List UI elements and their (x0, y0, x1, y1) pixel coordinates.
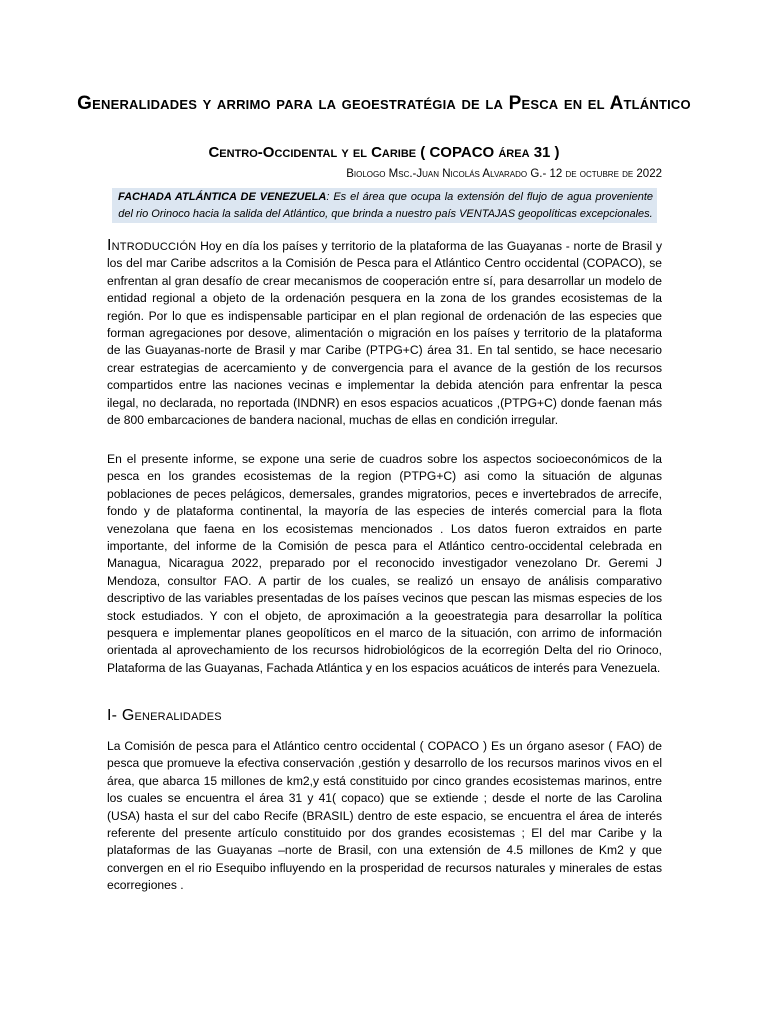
report-paragraph: En el presente informe, se expone una serie de cuadros sobre los aspectos socioeconómicos de la pesca en los grandes ecosistemas de la region (PTPG+C) asi como la situación de algunas poblaciones de peces pelágicos, demersales, grandes migratorios, peces e invertebrados de arrecife, fondo y de plataforma continental, la mayoría de las especies de interés comercial para la flota venezolana que faena en los ecosistemas mencionados . Los datos fueron extraidos en parte importante, del informe de la Comisión de pesca para el Atlántico centro-occidental celebrada en Managua, Nicaragua 2022, preparado por el reconocido investigador venezolano Dr. Geremi J Mendoza, consultor FAO. A partir de los cuales, se realizó un ensayo de análisis comparativo descriptivo de las variables presentadas de los países vecinos que pescan las mismas especies de los stock estudiados. Y con el objeto, de aproximación a la geoestrategia para desarrollar la política pesquera e implementar planes geopolíticos en el marco de la situación, con arrimo de información orientada al aprovechamiento de los recursos hidrobiológicos de la ecorregión Delta del rio Orinoco, Plataforma de las Guayanas, Fachada Atlántica y en los espacios acuáticos de interés para Venezuela. (107, 452, 662, 675)
section-heading-generalidades: I- Generalidades (107, 707, 222, 724)
intro-text: Hoy en día los países y territorio de la plataforma de las Guayanas - norte de Brasil y los del mar Caribe adscritos a la Comisión de Pesca para el Atlántico Centro occidental (COPACO), se enfrentan al gran desafío de crear mecanismos de cooperación entre sí, para desarrollar un modelo de entidad regional a objeto de la ordenación pesquera en la zona de los grandes ecosistemas de la región. Por lo que es indispensable participar en el plan regional de ordenación de las especies que forman agregaciones por desove, alimentación o migración en los países y territorio de la plataforma de las Guayanas-norte de Brasil y mar Caribe (PTPG+C) área 31. En tal sentido, se hace necesario crear estrategias de acercamiento y de convergencia para el avance de la gestión de los recursos compartidos entre las naciones vecinas e implementar la debida atención para enfrentar la pesca ilegal, no declarada, no reportada (INDNR) en esos espacios acuaticos ,(PTPG+C) donde faenan más de 800 embarcaciones de bandera nacional, muchas de ellas en condición irregular. (107, 239, 662, 428)
highlight-box (112, 188, 657, 223)
highlight-label: FACHADA ATLÁNTICA DE VENEZUELA (118, 191, 327, 203)
highlight-body: : Es el área que ocupa la extensión del flujo de agua proveniente del rio Orinoco hacia la salida del Atlántico, que brinda a nuestro país VENTAJAS geopolíticas excepcionales. (118, 191, 654, 220)
intro-lead: Introducción (107, 237, 197, 254)
intro-paragraph (107, 237, 662, 429)
generalidades-paragraph: La Comisión de pesca para el Atlántico centro occidental ( COPACO ) Es un órgano asesor ( FAO) de pesca que promueve la efectiva conservación ,gestión y desarrollo de los recursos marinos vivos en el área, que abarca 15 millones de km2,y está constituido por cinco grandes ecosistemas marinos, entre los cuales se encuentra el área 31 y 41( copaco) que se extiende ; desde el norte de las Carolina (USA) hasta el sur del cabo Recife (BRASIL) dentro de este espacio, se encuentra el área de interés referente del presente artículo constituido por dos grandes ecosistemas ; El del mar Caribe y la plataformas de las Guayanas –norte de Brasil, con una extensión de 4.5 millones de Km2 y que convergen en el rio Esequibo influyendo en la prosperidad de recursos naturales y minerales de estas ecorregiones . (107, 739, 662, 893)
highlight-text (112, 188, 657, 222)
document-title: Generalidades y arrimo para la geoestratégia de la Pesca en el Atlántico (77, 93, 691, 114)
author-line: Biologo Msc.-Juan Nicolás Alvarado G.- 12 de octubre de 2022 (346, 168, 662, 180)
document-subtitle: Centro-Occidental y el Caribe ( COPACO área 31 ) (208, 144, 560, 161)
